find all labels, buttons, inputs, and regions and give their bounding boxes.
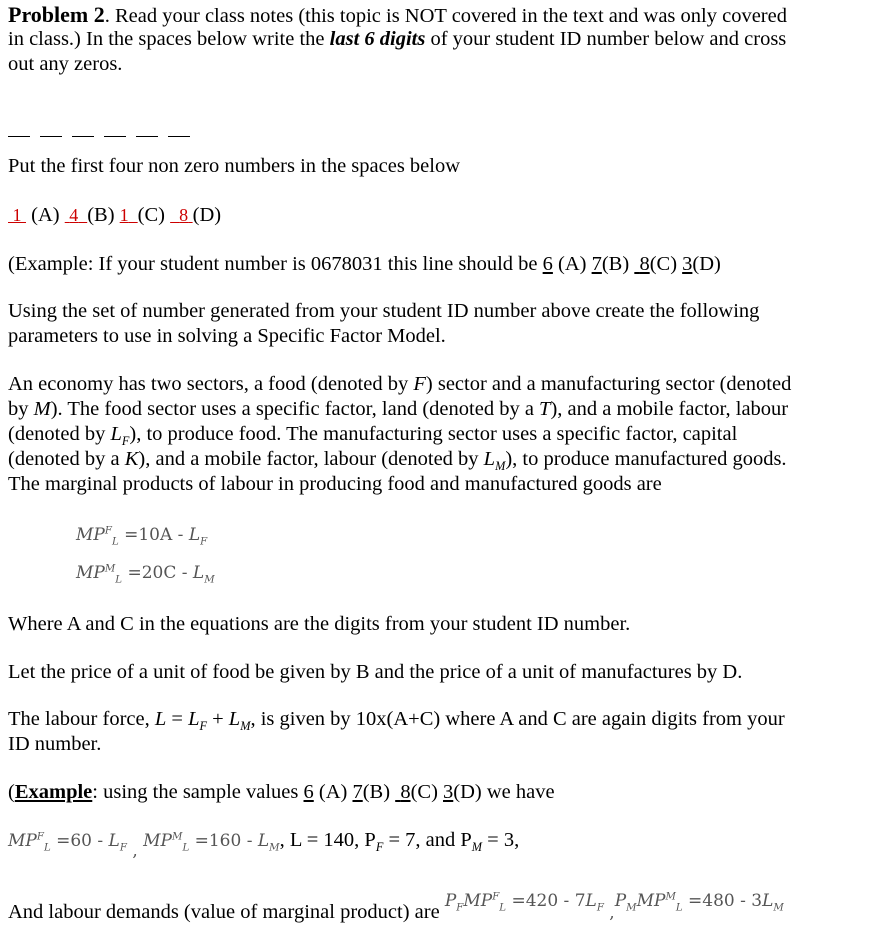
economy-line-3: (denoted by $L_F$), to produce food. The manufacturing sector uses a specific factor, capital: [8, 423, 738, 449]
economy-line-5: The marginal products of labour in producing food and manufactured goods are: [8, 473, 662, 495]
example2-line: (Example: using the sample values 6 (A) 7(B) 8(C) 3(D) we have: [8, 781, 555, 803]
demands-line: And labour demands (value of marginal product) are $^{P_FMP^F_L =420 - 7L_F ,P_MMP^M_L =480 - 3L_M}$: [8, 891, 784, 923]
emphasis-last-6-digits: last 6 digits: [329, 28, 426, 50]
economy-line-1: An economy has two sectors, a food (denoted by F) sector and a manufacturing sector (denoted: [8, 373, 792, 395]
problem-intro-line-2: in class.) In the spaces below write the last 6 digits of your student ID number below and cross: [8, 28, 787, 50]
blank-digit-5: [136, 134, 158, 137]
demand-equations: PFMPFL =420 - 7LF ,PMMPML =480 - 3LM: [444, 891, 784, 923]
blank-digit-2: [40, 134, 62, 137]
blank-digit-3: [72, 134, 94, 137]
equation-mp-food: $MP^F_L =10A - L_F$: [76, 525, 208, 548]
problem-intro-line-3: out any zeros.: [8, 53, 123, 75]
economy-line-4: (denoted by a K), and a mobile factor, labour (denoted by $L_M$), to produce manufactured goods.: [8, 448, 787, 474]
digit-blanks: [8, 124, 200, 142]
economy-line-2: by M). The food sector uses a specific factor, land (denoted by a T), and a mobile factor, labour: [8, 398, 789, 420]
example-equations-line: $MP^F_L =60 - L_F$ , $MP^M_L =160 - L_M$, L = 140, $P_F = 7$, and $P_M = 3$,: [8, 829, 520, 861]
equation-mp-manufacturing: $MP^M_L =20C - L_M$: [76, 563, 215, 586]
answer-c: 1: [119, 205, 129, 225]
labour-line-2: ID number.: [8, 733, 102, 755]
blank-digit-6: [168, 134, 190, 137]
blank-digit-1: [8, 134, 30, 137]
answer-a: 1: [12, 205, 22, 225]
first-four-instruction: Put the first four non zero numbers in the spaces below: [8, 155, 461, 177]
answer-d: 8: [179, 205, 189, 225]
example-eq-food: $MP^F_L =60 - L_F$ , $MP^M_L =160 - L_M$: [8, 831, 280, 861]
price-line: Let the price of a unit of food be given by B and the price of a unit of manufactures by D.: [8, 661, 743, 683]
answer-b: 4: [69, 205, 79, 225]
problem-label: Problem 2: [8, 2, 105, 27]
where-line: Where A and C in the equations are the digits from your student ID number.: [8, 613, 631, 635]
blank-digit-4: [104, 134, 126, 137]
params-line-2: parameters to use in solving a Specific Factor Model.: [8, 325, 446, 347]
problem-intro-line-1: Problem 2. Read your class notes (this topic is NOT covered in the text and was only covered: [8, 2, 787, 27]
example-line: (Example: If your student number is 0678031 this line should be 6 (A) 7(B) 8(C) 3(D): [8, 253, 721, 275]
labour-line-1: The labour force, $L = L_F + L_M$, is given by 10x(A+C) where A and C are again digits from your: [8, 708, 785, 734]
params-line-1: Using the set of number generated from your student ID number above create the following: [8, 300, 760, 322]
answers-line: 1 (A) 4 (B) 1 (C) 8 (D): [8, 203, 221, 228]
